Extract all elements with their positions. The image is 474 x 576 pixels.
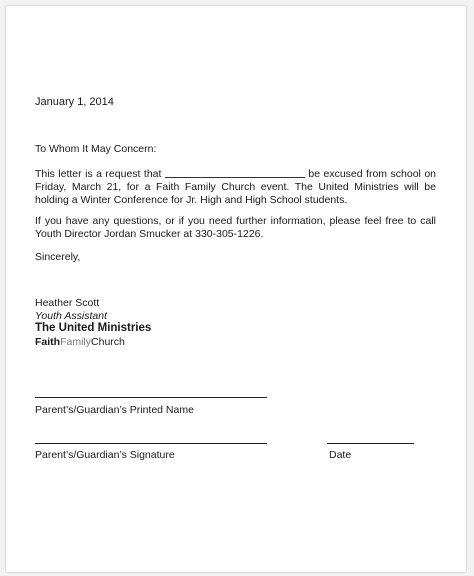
paragraph-request-line-1: [35, 167, 436, 181]
paragraph-request-line-3: holding a Winter Conference for Jr. High and High School students.: [35, 194, 348, 206]
salutation: To Whom It May Concern:: [35, 143, 157, 155]
printed-name-line[interactable]: [35, 397, 267, 398]
request-text-end: be excused from school on: [308, 168, 437, 180]
paragraph-contact: [35, 215, 436, 241]
letter-date: January 1, 2014: [35, 96, 114, 108]
signature-line[interactable]: [35, 443, 267, 444]
student-name-blank[interactable]: [165, 167, 305, 178]
paragraph-request-line-2: Friday, March 21, for a Faith Family Church event. The United Ministries will be: [35, 181, 436, 193]
organization-name: The United Ministries: [35, 322, 152, 334]
paragraph-contact-line-1: If you have any questions, or if you need further information, please feel free to call: [35, 215, 436, 227]
date-label: Date: [329, 449, 352, 461]
signer-title: Youth Assistant: [35, 310, 107, 322]
paragraph-contact-line-2: Youth Director Jordan Smucker at 330-305-1226.: [35, 228, 264, 240]
request-text-start: This letter is a request that: [35, 168, 162, 180]
paragraph-request: [35, 167, 436, 207]
closing: Sincerely,: [35, 251, 81, 263]
printed-name-label: Parent’s/Guardian’s Printed Name: [35, 404, 194, 416]
church-logo: [35, 336, 125, 349]
date-line[interactable]: [327, 443, 414, 444]
church-logo-word-family: Family: [60, 336, 92, 348]
signer-name: Heather Scott: [35, 297, 100, 309]
church-logo-word-church: Church: [91, 336, 125, 348]
signature-label: Parent’s/Guardian’s Signature: [35, 449, 175, 461]
church-logo-word-faith: Faith: [35, 336, 61, 348]
letter-page: [6, 6, 466, 572]
